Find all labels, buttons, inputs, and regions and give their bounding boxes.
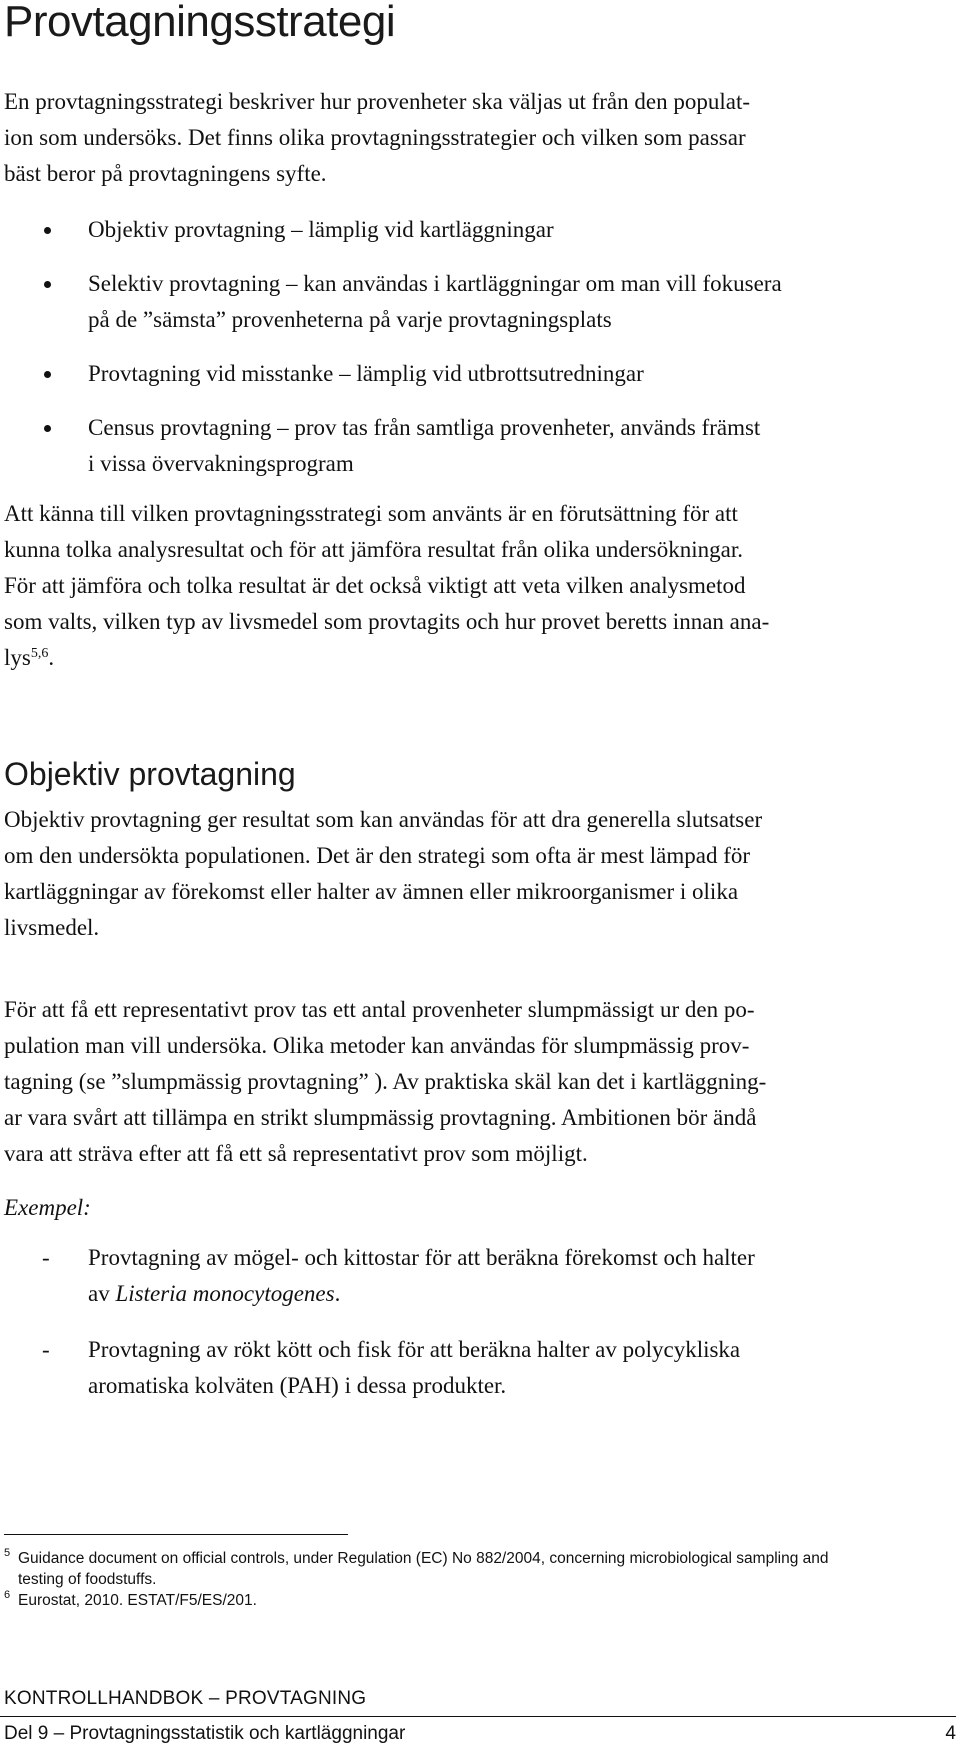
paragraph-line: om den undersökta populationen. Det är den strategi som ofta är mest lämpad för — [4, 843, 751, 868]
intro-line: ion som undersöks. Det finns olika provtagningsstrategier och vilken som passar — [4, 125, 746, 150]
list-item-text: i vissa övervakningsprogram — [88, 451, 354, 476]
representative-paragraph — [4, 992, 952, 1172]
example-item — [0, 1240, 960, 1312]
paragraph-line: ar vara svårt att tillämpa en strikt slumpmässig provtagning. Ambitionen bör ändå — [4, 1105, 757, 1130]
section-title: Objektiv provtagning — [4, 756, 296, 792]
list-item-text — [88, 1276, 960, 1312]
bullet-icon — [44, 227, 51, 234]
list-item-text: Provtagning vid misstanke – lämplig vid utbrottsutredningar — [88, 361, 644, 386]
strategy-item-census — [0, 410, 960, 482]
paragraph-line: tagning (se ”slumpmässig provtagning” ). Av praktiska skäl kan det i kartläggning- — [4, 1069, 767, 1094]
species-name: Listeria monocytogenes — [115, 1281, 335, 1306]
list-item-text: aromatiska kolväten (PAH) i dessa produkter. — [88, 1373, 507, 1398]
paragraph-line: kartläggningar av förekomst eller halter av ämnen eller mikroorganismer i olika — [4, 879, 739, 904]
paragraph-line: vara att sträva efter att få ett så representativt prov som möjligt. — [4, 1141, 588, 1166]
dash-marker: - — [42, 1245, 50, 1270]
paragraph-line: För att få ett representativt prov tas ett antal provenheter slumpmässigt ur den po- — [4, 997, 755, 1022]
intro-line: En provtagningsstrategi beskriver hur provenheter ska väljas ut från den populat- — [4, 89, 750, 114]
footnote-number: 6 — [4, 1589, 11, 1601]
footnote-text: testing of foodstuffs. — [18, 1571, 157, 1588]
footnote-6 — [4, 1590, 954, 1611]
page-footer — [4, 1686, 956, 1744]
example-label: Exempel: — [4, 1195, 91, 1220]
context-paragraph — [4, 496, 952, 676]
strategy-item-objektiv — [0, 212, 960, 248]
footnote-5 — [4, 1548, 954, 1590]
list-item-text: Selektiv provtagning – kan användas i kartläggningar om man vill fokusera — [88, 271, 782, 296]
list-item-text: Objektiv provtagning – lämplig vid kartläggningar — [88, 217, 554, 242]
strategy-list — [0, 212, 960, 482]
list-item-text: Provtagning av mögel- och kittostar för att beräkna förekomst och halter — [88, 1245, 755, 1270]
paragraph-line: livsmedel. — [4, 915, 100, 940]
paragraph-line: Objektiv provtagning ger resultat som kan användas för att dra generella slutsatser — [4, 807, 763, 832]
list-item-text: Census provtagning – prov tas från samtliga provenheter, används främst — [88, 415, 761, 440]
list-item-text: Provtagning av rökt kött och fisk för att beräkna halter av polycykliska — [88, 1337, 741, 1362]
footnote-text: Guidance document on official controls, under Regulation (EC) No 882/2004, concerning microbiological sampling and — [18, 1550, 829, 1567]
footer-section-title: Del 9 – Provtagningsstatistik och kartläggningar — [4, 1723, 406, 1744]
bullet-icon — [44, 371, 51, 378]
page-number: 4 — [945, 1723, 956, 1744]
intro-line: bäst beror på provtagningens syfte. — [4, 161, 327, 186]
paragraph-line: som valts, vilken typ av livsmedel som provtagits och hur provet beretts innan ana- — [4, 609, 770, 634]
paragraph-line: pulation man vill undersöka. Olika metoder kan användas för slumpmässig prov- — [4, 1033, 750, 1058]
list-item-text: . — [334, 1281, 341, 1306]
footnote-number: 5 — [4, 1547, 11, 1559]
bullet-icon — [44, 281, 51, 288]
paragraph-line: För att jämföra och tolka resultat är det också viktigt att veta vilken analysmetod — [4, 573, 746, 598]
paragraph-text: lys — [4, 645, 31, 670]
strategy-item-selektiv — [0, 266, 960, 338]
list-item-text: av — [88, 1281, 116, 1306]
list-item-text: på de ”sämsta” provenheterna på varje provtagningsplats — [88, 307, 612, 332]
dash-marker: - — [42, 1337, 50, 1362]
intro-paragraph — [4, 84, 952, 192]
paragraph-line: kunna tolka analysresultat och för att jämföra resultat från olika undersökningar. — [4, 537, 743, 562]
example-item — [0, 1332, 960, 1404]
page-title: Provtagningsstrategi — [4, 0, 396, 46]
example-list — [0, 1240, 960, 1404]
objective-paragraph — [4, 802, 952, 946]
footnote-text: Eurostat, 2010. ESTAT/F5/ES/201. — [18, 1592, 257, 1609]
bullet-icon — [44, 425, 51, 432]
paragraph-line: Att känna till vilken provtagningsstrategi som använts är en förutsättning för att — [4, 501, 738, 526]
footnote-divider — [4, 1534, 348, 1535]
paragraph-text: . — [48, 645, 55, 670]
paragraph-line — [4, 640, 952, 676]
footnotes — [4, 1548, 954, 1611]
strategy-item-misstanke — [0, 356, 960, 392]
footer-handbook-title: KONTROLLHANDBOK – PROVTAGNING — [4, 1688, 367, 1709]
footnote-reference[interactable]: 5,6 — [30, 646, 49, 661]
footer-bar — [0, 1716, 956, 1748]
